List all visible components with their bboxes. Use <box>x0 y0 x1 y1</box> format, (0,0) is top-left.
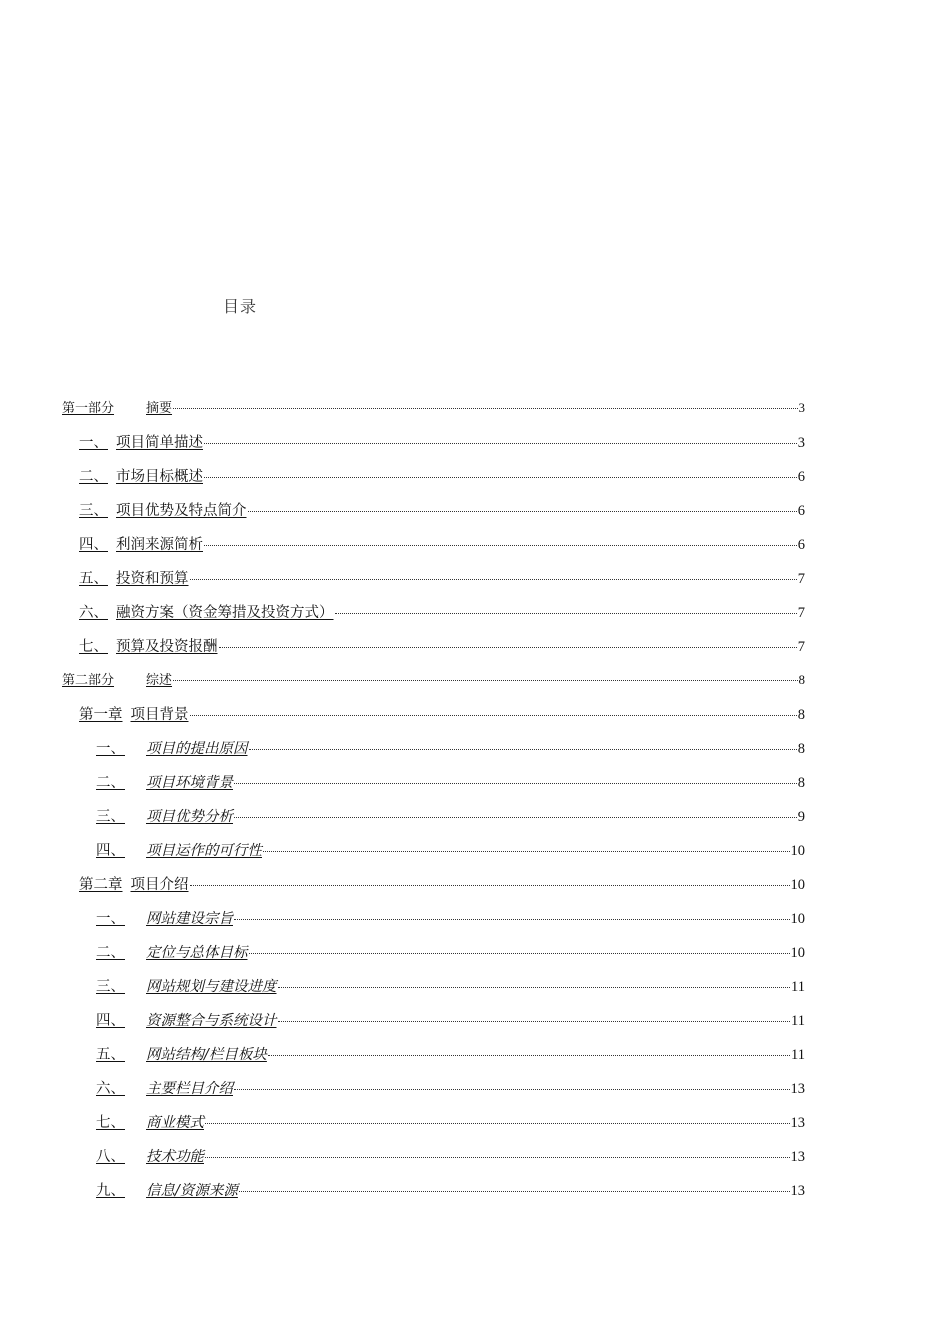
toc-entry-link[interactable] <box>96 1111 204 1132</box>
toc-entry[interactable] <box>96 941 805 962</box>
dot-leader <box>263 851 790 852</box>
toc-entry-number: 第二章 <box>79 877 123 893</box>
toc-entry-link[interactable] <box>79 499 247 520</box>
toc-entry-number: 六、 <box>79 605 108 621</box>
toc-entry-number: 二、 <box>96 945 125 961</box>
toc-entry-link[interactable] <box>96 1077 233 1098</box>
dot-leader <box>268 1055 790 1056</box>
dot-leader <box>173 680 797 681</box>
toc-entry[interactable] <box>96 1179 805 1200</box>
toc-entry-page: 10 <box>790 843 805 859</box>
toc-entry-page: 8 <box>797 775 805 791</box>
dot-leader <box>204 545 797 546</box>
toc-entry-page: 13 <box>790 1115 805 1131</box>
dot-leader <box>190 715 797 716</box>
toc-entry[interactable] <box>96 1009 805 1030</box>
toc-entry[interactable] <box>79 873 805 894</box>
toc-entry-page: 13 <box>790 1081 805 1097</box>
toc-entry-link[interactable] <box>79 635 218 656</box>
toc-entry[interactable] <box>96 771 805 792</box>
toc-entry-page: 6 <box>797 503 805 519</box>
toc-entry-number: 二、 <box>96 775 125 791</box>
toc-entry-title: 利润来源简析 <box>116 537 203 553</box>
toc-entry[interactable] <box>79 703 805 724</box>
dot-leader <box>234 919 790 920</box>
toc-entry-number: 四、 <box>96 1013 125 1029</box>
toc-entry-link[interactable] <box>96 1043 267 1064</box>
toc-entry-title: 项目优势分析 <box>146 809 233 825</box>
toc-entry-page: 11 <box>791 1047 805 1063</box>
toc-entry-page: 7 <box>797 571 805 587</box>
dot-leader <box>204 443 797 444</box>
toc-entry-page: 7 <box>797 605 805 621</box>
toc-entry-link[interactable] <box>96 737 248 758</box>
toc-entry-title: 定位与总体目标 <box>146 945 248 961</box>
toc-entry-link[interactable] <box>79 703 189 724</box>
dot-leader <box>335 613 797 614</box>
toc-entry-link[interactable] <box>79 465 203 486</box>
toc-entry-title: 项目简单描述 <box>116 435 203 451</box>
toc-entry-page: 9 <box>797 809 805 825</box>
dot-leader <box>205 1157 790 1158</box>
toc-entry-number: 四、 <box>79 537 108 553</box>
toc-entry[interactable] <box>79 465 805 486</box>
toc-entry-title: 项目的提出原因 <box>146 741 248 757</box>
toc-entry-link[interactable] <box>96 1009 277 1030</box>
toc-entry-title: 信息/资源来源 <box>146 1183 238 1199</box>
toc-entry-link[interactable] <box>96 805 233 826</box>
toc-entry-number: 八、 <box>96 1149 125 1165</box>
toc-entry-link[interactable] <box>79 873 189 894</box>
toc-entry[interactable] <box>96 907 805 928</box>
toc-entry-page: 8 <box>797 707 805 723</box>
toc-entry[interactable] <box>96 1111 805 1132</box>
toc-entry-title: 主要栏目介绍 <box>146 1081 233 1097</box>
dot-leader <box>234 1089 790 1090</box>
toc-entry-title: 商业模式 <box>146 1115 204 1131</box>
toc-entry-page: 8 <box>797 741 805 757</box>
toc-entry[interactable] <box>62 397 805 416</box>
toc-entry-title: 摘要 <box>146 401 173 416</box>
toc-entry-link[interactable] <box>62 669 172 688</box>
toc-entry-page: 3 <box>798 400 805 415</box>
toc-entry-link[interactable] <box>96 907 233 928</box>
dot-leader <box>249 749 797 750</box>
toc-title: 目录 <box>223 297 258 316</box>
toc-entry-title: 技术功能 <box>146 1149 204 1165</box>
toc-entry-number: 第一章 <box>79 707 123 723</box>
toc-entry-number: 六、 <box>96 1081 125 1097</box>
toc-entry-page: 10 <box>790 877 805 893</box>
toc-entry-link[interactable] <box>79 601 334 622</box>
toc-entry-title: 网站结构/栏目板块 <box>146 1047 267 1063</box>
toc-entry-number: 第一部分 <box>62 401 115 416</box>
dot-leader <box>278 1021 791 1022</box>
toc-entry-number: 五、 <box>96 1047 125 1063</box>
toc-entry-link[interactable] <box>62 397 172 416</box>
toc-entry-number: 四、 <box>96 843 125 859</box>
toc-entry-title: 项目介绍 <box>130 877 189 893</box>
toc-entry-title: 预算及投资报酬 <box>116 639 218 655</box>
toc-entry[interactable] <box>79 533 805 554</box>
toc-entry[interactable] <box>96 975 805 996</box>
toc-entry-number: 三、 <box>79 503 108 519</box>
toc-entry-link[interactable] <box>79 533 203 554</box>
toc-entry-page: 3 <box>797 435 805 451</box>
toc-entry-page: 11 <box>791 979 805 995</box>
dot-leader <box>204 477 797 478</box>
toc-entry-number: 七、 <box>79 639 108 655</box>
toc-entry-title: 项目环境背景 <box>146 775 233 791</box>
toc-entry-page: 10 <box>790 945 805 961</box>
toc-entry-page: 11 <box>791 1013 805 1029</box>
toc-entry-title: 项目背景 <box>130 707 189 723</box>
toc-entry-link[interactable] <box>96 771 233 792</box>
dot-leader <box>205 1123 790 1124</box>
toc-entry-link[interactable] <box>79 431 203 452</box>
toc-entry[interactable] <box>96 1043 805 1064</box>
dot-leader <box>249 953 790 954</box>
dot-leader <box>234 783 797 784</box>
toc-entry-link[interactable] <box>96 941 248 962</box>
dot-leader <box>234 817 797 818</box>
toc-entry-page: 8 <box>798 672 805 687</box>
toc-entry-number: 七、 <box>96 1115 125 1131</box>
toc-entry-page: 6 <box>797 469 805 485</box>
dot-leader <box>190 579 797 580</box>
dot-leader <box>239 1191 790 1192</box>
toc-entry[interactable] <box>96 1077 805 1098</box>
toc-entry[interactable] <box>79 431 805 452</box>
toc-entry[interactable] <box>62 669 805 688</box>
toc-entry-number: 五、 <box>79 571 108 587</box>
toc-entry-number: 一、 <box>79 435 108 451</box>
toc-entry[interactable] <box>96 839 805 860</box>
toc-entry-title: 项目优势及特点简介 <box>116 503 247 519</box>
toc-entry-number: 九、 <box>96 1183 125 1199</box>
toc-entry-link[interactable] <box>79 567 189 588</box>
toc-entry-title: 项目运作的可行性 <box>146 843 262 859</box>
toc-entry[interactable] <box>96 1145 805 1166</box>
toc-entry-title: 融资方案（资金筹措及投资方式） <box>116 605 334 621</box>
toc-entry-page: 10 <box>790 911 805 927</box>
toc-entry-number: 一、 <box>96 911 125 927</box>
toc-entry[interactable] <box>96 805 805 826</box>
dot-leader <box>248 511 797 512</box>
toc-entry[interactable] <box>96 737 805 758</box>
toc-entry-page: 13 <box>790 1149 805 1165</box>
toc-entry-number: 三、 <box>96 809 125 825</box>
toc-entry-title: 市场目标概述 <box>116 469 203 485</box>
dot-leader <box>190 885 790 886</box>
toc-entry-page: 13 <box>790 1183 805 1199</box>
toc-entry-link[interactable] <box>96 1145 204 1166</box>
toc-entry[interactable] <box>79 567 805 588</box>
toc-entry[interactable] <box>79 635 805 656</box>
dot-leader <box>173 408 797 409</box>
toc-entry[interactable] <box>79 499 805 520</box>
dot-leader <box>278 987 791 988</box>
toc-entry-title: 资源整合与系统设计 <box>146 1013 277 1029</box>
toc-entry-number: 一、 <box>96 741 125 757</box>
toc-entry-link[interactable] <box>96 839 262 860</box>
toc-entry-number: 第二部分 <box>62 673 115 688</box>
toc-entry-number: 二、 <box>79 469 108 485</box>
dot-leader <box>219 647 797 648</box>
toc-entry-title: 网站规划与建设进度 <box>146 979 277 995</box>
toc-entry-page: 7 <box>797 639 805 655</box>
toc-entry-number: 三、 <box>96 979 125 995</box>
toc-entry[interactable] <box>79 601 805 622</box>
toc-entry-link[interactable] <box>96 1179 238 1200</box>
toc-entry-page: 6 <box>797 537 805 553</box>
toc-entry-title: 投资和预算 <box>116 571 189 587</box>
toc-entry-title: 综述 <box>146 673 173 688</box>
toc-entry-title: 网站建设宗旨 <box>146 911 233 927</box>
toc-entry-link[interactable] <box>96 975 277 996</box>
